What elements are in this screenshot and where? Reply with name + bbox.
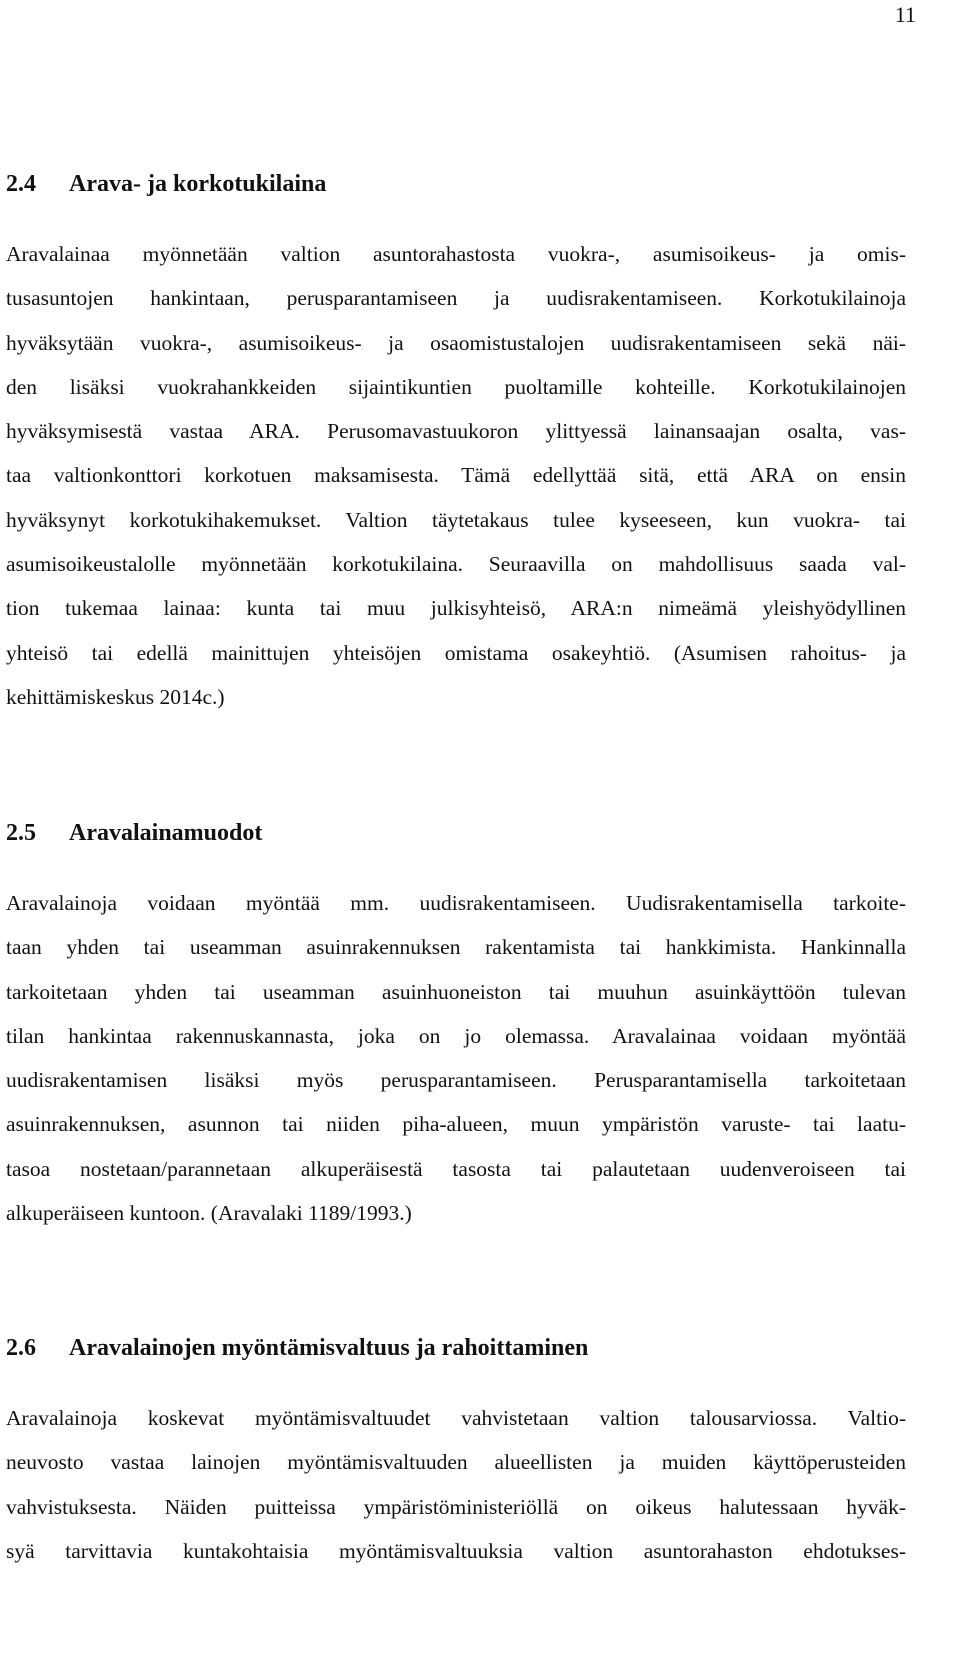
section-paragraph	[6, 881, 906, 1235]
text-line: Aravalainaa myönnetään valtion asuntorahastosta vuokra-, asumisoikeus- ja omis-	[6, 242, 906, 266]
text-line: hyväksynyt korkotukihakemukset. Valtion täytetakaus tulee kyseeseen, kun vuokra- tai	[6, 507, 906, 532]
section-number: 2.6	[6, 1335, 36, 1361]
text-line: hyväksymisestä vastaa ARA. Perusomavastuukoron ylittyessä lainansaajan osalta, vas-	[6, 419, 906, 444]
section-number: 2.5	[6, 820, 36, 846]
text-line: Aravalainoja voidaan myöntää mm. uudisrakentamiseen. Uudisrakentamisella tarkoite-	[6, 891, 906, 915]
section-title: Arava- ja korkotukilaina	[69, 171, 327, 197]
text-line: yhteisö tai edellä mainittujen yhteisöjen omistama osakeyhtiö. (Asumisen rahoitus- ja	[6, 640, 906, 665]
section-paragraph	[6, 1396, 906, 1573]
text-line: syä tarvittavia kuntakohtaisia myöntämisvaltuuksia valtion asuntorahaston ehdotukses-	[6, 1538, 906, 1563]
text-line: taa valtionkonttori korkotuen maksamisesta. Tämä edellyttää sitä, että ARA on ensin	[6, 463, 906, 488]
section-2-6	[6, 1333, 906, 1573]
section-number: 2.4	[6, 171, 36, 197]
text-line: asuinrakennuksen, asunnon tai niiden piha-alueen, muun ympäristön varuste- tai laatu-	[6, 1112, 906, 1137]
section-2-4	[6, 169, 906, 719]
text-line: kehittämiskeskus 2014c.)	[6, 684, 225, 709]
section-heading	[6, 169, 906, 199]
text-line: tasoa nostetaan/parannetaan alkuperäisestä tasosta tai palautetaan uudenveroiseen tai	[6, 1156, 906, 1181]
text-line: tilan hankintaa rakennuskannasta, joka on jo olemassa. Aravalainaa voidaan myöntää	[6, 1023, 906, 1048]
text-line: tion tukemaa lainaa: kunta tai muu julkisyhteisö, ARA:n nimeämä yleishyödyllinen	[6, 596, 906, 621]
text-line: neuvosto vastaa lainojen myöntämisvaltuuden alueellisten ja muiden käyttöperusteiden	[6, 1450, 906, 1475]
text-line: hyväksytään vuokra-, asumisoikeus- ja osaomistustalojen uudisrakentamiseen sekä näi-	[6, 330, 906, 355]
section-heading	[6, 1333, 906, 1363]
text-line: asumisoikeustalolle myönnetään korkotukilaina. Seuraavilla on mahdollisuus saada val-	[6, 552, 906, 577]
section-title: Aravalainamuodot	[69, 820, 263, 846]
text-line: alkuperäiseen kuntoon. (Aravalaki 1189/1993.)	[6, 1201, 412, 1226]
text-line: tusasuntojen hankintaan, perusparantamiseen ja uudisrakentamiseen. Korkotukilainoja	[6, 286, 906, 311]
section-heading	[6, 818, 906, 848]
text-line: tarkoitetaan yhden tai useamman asuinhuoneiston tai muuhun asuinkäyttöön tulevan	[6, 979, 906, 1004]
text-line: den lisäksi vuokrahankkeiden sijaintikuntien puoltamille kohteille. Korkotukilainojen	[6, 374, 906, 399]
section-2-5	[6, 818, 906, 1235]
text-line: vahvistuksesta. Näiden puitteissa ympäristöministeriöllä on oikeus halutessaan hyväk-	[6, 1494, 906, 1519]
section-paragraph	[6, 232, 906, 719]
section-title: Aravalainojen myöntämisvaltuus ja rahoittaminen	[69, 1335, 589, 1361]
page-number: 11	[894, 2, 916, 27]
text-line: uudisrakentamisen lisäksi myös perusparantamiseen. Perusparantamisella tarkoitetaan	[6, 1068, 906, 1093]
text-line: taan yhden tai useamman asuinrakennuksen rakentamista tai hankkimista. Hankinnalla	[6, 935, 906, 960]
text-line: Aravalainoja koskevat myöntämisvaltuudet vahvistetaan valtion talousarviossa. Valtio-	[6, 1406, 906, 1430]
